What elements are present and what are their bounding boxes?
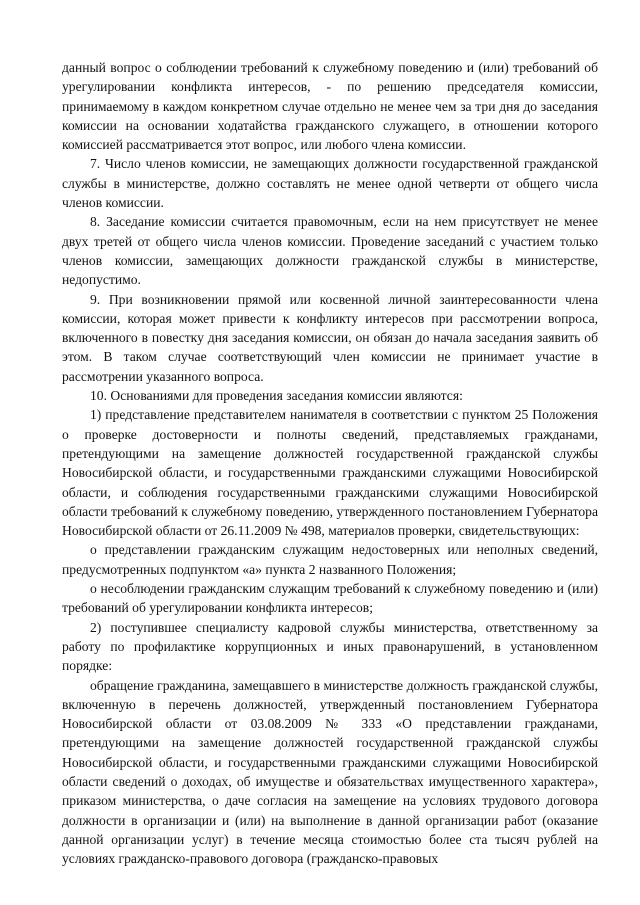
paragraph-item-7: 7. Число членов комиссии, не замещающих должности государственной гражданской службы в министерстве, должно составлять не менее одной четверти от общего числа членов комиссии. [62, 156, 598, 211]
paragraph-item-10: 10. Основаниями для проведения заседания комиссии являются: [90, 388, 463, 404]
paragraph-citizen-appeal: обращение гражданина, замещавшего в министерстве должность гражданской службы, включенную в перечень должностей, утвержденный постановлением Губернатора Новосибирской области от 03.08.2009 № 333 «О представлении гражданами, претендующими на замещение должностей государственной гражданской службы Новосибирской области, и государственными гражданскими служащими Новосибирской области сведений о доходах, об имуществе и обязательствах имущественного характера», приказом министерства, о даче согласия на замещение на условиях трудового договора должности в организации и (или) на выполнение в данной организации работ (оказание данной организации услуг) в течение месяца стоимостью более ста тысяч рублей на условиях гражданско-правового договора (гражданско-правовых [62, 677, 598, 867]
paragraph-continuation: данный вопрос о соблюдении требований к служебному поведению и (или) требований об урегулировании конфликта интересов, - по решению председателя комиссии, принимаемому в каждом конкретном случае отдельно не менее чем за три дня до заседания комиссии на основании ходатайства гражданского служащего, в отношении которого комиссией рассматривается этот вопрос, или любого члена комиссии. [62, 60, 598, 153]
paragraph-item-8: 8. Заседание комиссии считается правомочным, если на нем присутствует не менее двух третей от общего числа членов комиссии. Проведение заседаний с участием только членов комиссии, замещающих должности гражданской службы в министерстве, недопустимо. [62, 214, 598, 288]
paragraph-bullet-unreliable-info: о представлении гражданским служащим недостоверных или неполных сведений, предусмотренных подпунктом «а» пункта 2 названного Положения; [62, 542, 598, 577]
paragraph-subitem-1: 1) представление представителем нанимателя в соответствии с пунктом 25 Положения о проверке достоверности и полноты сведений, представляемых гражданами, претендующими на замещение должностей государственной гражданской службы Новосибирской области, и государственными гражданскими служащими Новосибирской области, и соблюдения государственными гражданскими служащими Новосибирской области требований к служебному поведению, утвержденного постановлением Губернатора Новосибирской области от 26.11.2009 № 498, материалов проверки, свидетельствующих: [62, 407, 598, 539]
document-page [62, 58, 598, 868]
paragraph-bullet-noncompliance: о несоблюдении гражданским служащим требований к служебному поведению и (или) требований об урегулировании конфликта интересов; [62, 581, 598, 616]
paragraph-subitem-2: 2) поступившее специалисту кадровой службы министерства, ответственному за работу по профилактике коррупционных и иных правонарушений, в установленном порядке: [62, 619, 598, 674]
paragraph-item-9: 9. При возникновении прямой или косвенной личной заинтересованности члена комиссии, которая может привести к конфликту интересов при рассмотрении вопроса, включенного в повестку дня заседания комиссии, он обязан до начала заседания заявить об этом. В таком случае соответствующий член комиссии не принимает участие в рассмотрении указанного вопроса. [62, 291, 598, 384]
